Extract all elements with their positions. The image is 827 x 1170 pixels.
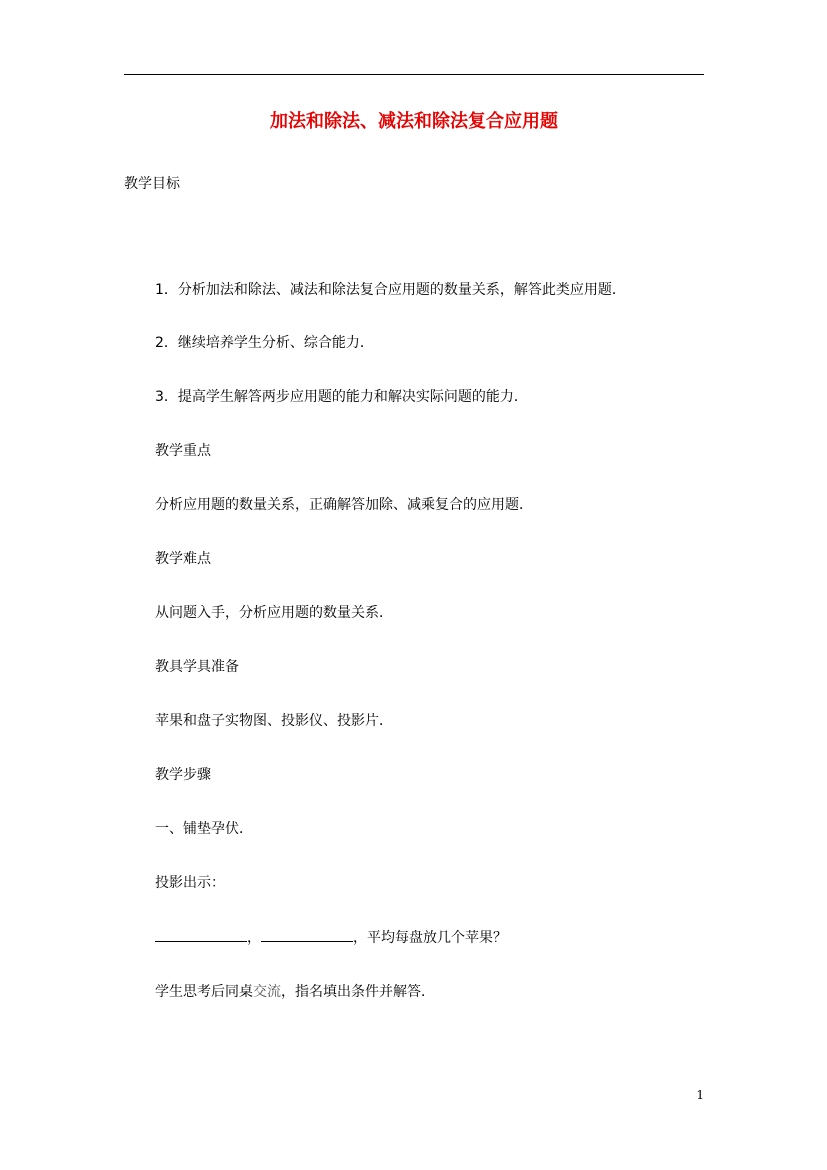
student-activity-after: ，指名填出条件并解答． bbox=[281, 984, 435, 1000]
student-activity-highlight: 交流 bbox=[253, 984, 281, 1000]
document-title: 加法和除法、减法和除法复合应用题 bbox=[270, 111, 558, 132]
steps-heading: 教学步骤 bbox=[155, 767, 211, 783]
student-activity bbox=[155, 982, 435, 1002]
difficulty-heading: 教学难点 bbox=[155, 551, 211, 567]
projection-intro: 投影出示： bbox=[155, 875, 225, 891]
blank-line-2 bbox=[261, 927, 353, 942]
step-one-text: 一、铺垫孕伏． bbox=[155, 821, 253, 837]
key-point-heading: 教学重点 bbox=[155, 443, 211, 459]
fill-blank-question-text: ，平均每盘放几个苹果？ bbox=[353, 930, 507, 946]
objective-item-2: 2．继续培养学生分析、综合能力． bbox=[155, 335, 374, 351]
materials-heading: 教具学具准备 bbox=[155, 659, 239, 675]
header-rule bbox=[124, 74, 704, 75]
student-activity-before: 学生思考后同桌 bbox=[155, 984, 253, 1000]
page-number: 1 bbox=[696, 1088, 704, 1102]
objectives-heading: 教学目标 bbox=[124, 176, 180, 192]
fill-blank-question bbox=[155, 927, 507, 948]
objective-item-1: 1．分析加法和除法、减法和除法复合应用题的数量关系，解答此类应用题． bbox=[155, 282, 626, 298]
materials-text: 苹果和盘子实物图、投影仪、投影片． bbox=[155, 713, 393, 729]
objective-item-3: 3．提高学生解答两步应用题的能力和解决实际问题的能力． bbox=[155, 389, 528, 405]
blank-line-1 bbox=[155, 927, 247, 942]
difficulty-text: 从问题入手，分析应用题的数量关系． bbox=[155, 605, 393, 621]
blank-separator: ， bbox=[247, 930, 261, 946]
key-point-text: 分析应用题的数量关系，正确解答加除、减乘复合的应用题． bbox=[155, 497, 533, 513]
